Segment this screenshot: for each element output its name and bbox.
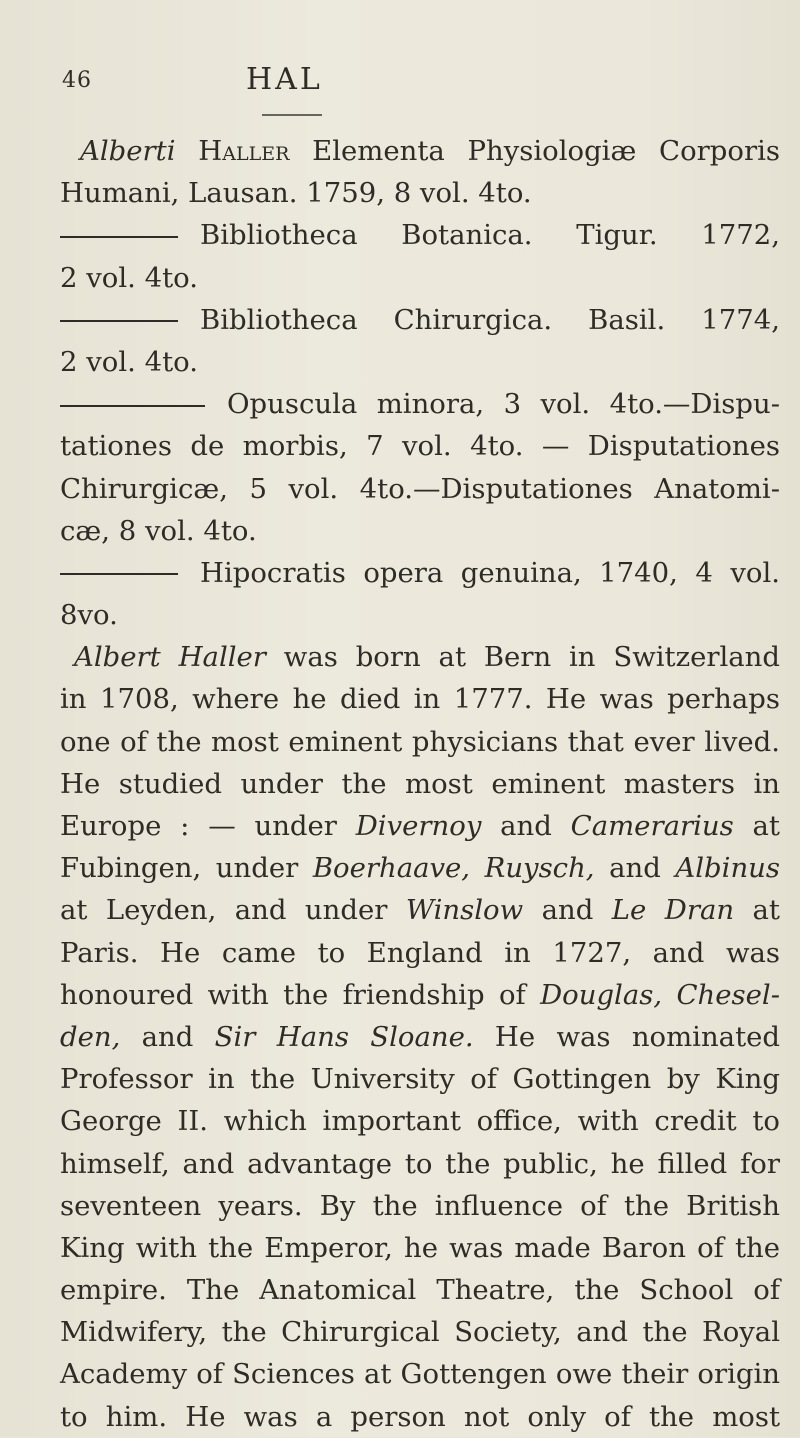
bio-line: Paris. He came to England in 1727, and was (60, 936, 780, 969)
entry-line (60, 130, 780, 172)
ditto-dash (60, 236, 178, 238)
bio-line: Midwifery, the Chirurgical Society, and the Royal (60, 1316, 780, 1349)
entry-line: tationes de morbis, 7 vol. 4to. — Disputationes (60, 430, 780, 463)
author-first-name: Alberti (80, 135, 176, 167)
bio-line: to him. He was a person not only of the most (60, 1400, 780, 1433)
bio-line: He studied under the most eminent masters in (60, 767, 780, 800)
entry-line: Bibliotheca Chirurgica. Basil. 1774, (60, 299, 780, 341)
header-rule (262, 114, 322, 116)
entry-line: 2 vol. 4to. (60, 261, 198, 294)
bio-line: George II. which important office, with credit to (60, 1105, 780, 1138)
entry-line: Chirurgicæ, 5 vol. 4to.—Disputationes Anatomi- (60, 472, 780, 505)
entry-line: Opuscula minora, 3 vol. 4to.—Dispu- (60, 383, 780, 425)
bio-line: one of the most eminent physicians that ever lived. (60, 725, 780, 758)
entry-line: Bibliotheca Botanica. Tigur. 1772, (60, 214, 780, 256)
bio-line: Professor in the University of Gottingen by King (60, 1063, 780, 1096)
author-surname: Haller (198, 135, 290, 167)
bio-line: King with the Emperor, he was made Baron of the (60, 1231, 780, 1264)
bio-line: Fubingen, under Boerhaave, Ruysch, and Albinus (60, 852, 780, 885)
entry-line: Humani, Lausan. 1759, 8 vol. 4to. (60, 177, 532, 210)
body-text (60, 130, 780, 1438)
entry-line: Hipocratis opera genuina, 1740, 4 vol. (60, 552, 780, 594)
bio-line: at Leyden, and under Winslow and Le Dran at (60, 894, 780, 927)
entry-line: 2 vol. 4to. (60, 345, 198, 378)
ditto-dash (60, 405, 205, 407)
bio-line: empire. The Anatomical Theatre, the School of (60, 1274, 780, 1307)
ditto-dash (60, 320, 178, 322)
entry-line: 8vo. (60, 599, 118, 632)
bio-line: den, and Sir Hans Sloane. He was nominated (60, 1020, 780, 1053)
bio-line: himself, and advantage to the public, he filled for (60, 1147, 780, 1180)
bio-line: Academy of Sciences at Gottengen owe their origin (60, 1358, 780, 1391)
bio-line: in 1708, where he died in 1777. He was perhaps (60, 683, 780, 716)
bio-line: Albert Haller was born at Bern in Switzerland (74, 641, 781, 674)
entry-line: cæ, 8 vol. 4to. (60, 514, 257, 547)
bio-line: seventeen years. By the influence of the British (60, 1189, 780, 1222)
entry-title: Elementa Physiologiæ Corporis (312, 135, 780, 167)
page-number: 46 (62, 68, 92, 93)
bio-line: honoured with the friendship of Douglas, Chesel- (60, 978, 780, 1011)
running-head: HAL (246, 62, 323, 97)
ditto-dash (60, 573, 178, 575)
bio-line: Europe : — under Divernoy and Camerarius at (60, 810, 780, 842)
